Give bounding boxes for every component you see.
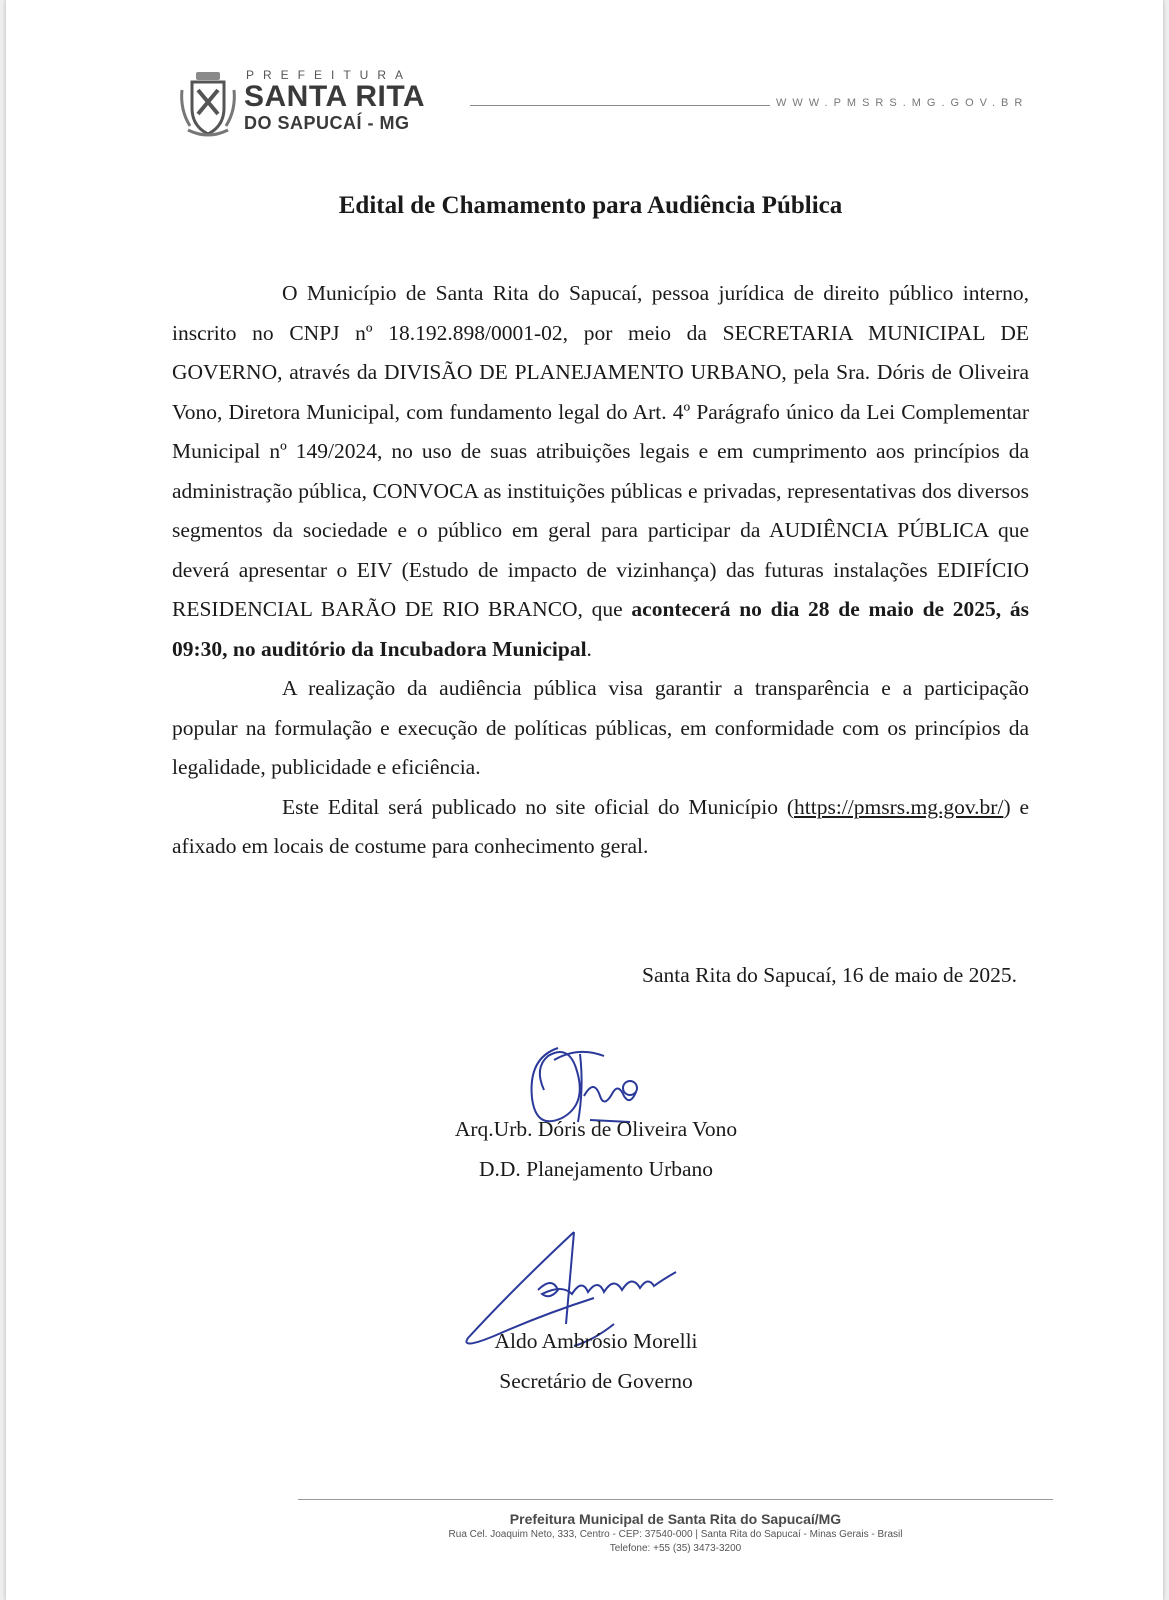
document-page [6,0,1163,1600]
brand-top-text: PREFEITURA [246,68,413,82]
header-website: WWW.PMSRS.MG.GOV.BR [776,97,1029,109]
paragraph-convocation-text: O Município de Santa Rita do Sapucaí, pessoa jurídica de direito público interno, inscrito no CNPJ nº 18.192.898/0001-02, por meio da SECRETARIA MUNICIPAL DE GOVERNO, através da DIVISÃO DE PLANEJAMENTO URBANO, pela Sra. Dóris de Oliveira Vono, Diretora Municipal, com fundamento legal do Art. 4º Parágrafo único da Lei Complementar Municipal nº 149/2024, no uso de suas atribuições legais e em cumprimento aos princípios da administração pública, CONVOCA as instituições públicas e privadas, representativas dos diversos segmentos da sociedade e o público em geral para participar da AUDIÊNCIA PÚBLICA que deverá apresentar o EIV (Estudo de impacto de vizinhança) das futuras instalações EDIFÍCIO RESIDENCIAL BARÃO DE RIO BRANCO, que [172,281,1029,621]
signature-block-2 [386,1321,806,1401]
paragraph-purpose: A realização da audiência pública visa garantir a transparência e a participação popular na formulação e execução de políticas públicas, em conformidade com os princípios da legalidade, publicidade e eficiência. [172,676,1029,779]
document-title: Edital de Chamamento para Audiência Pública [338,192,843,219]
footer-divider [298,1499,1053,1500]
footer-organization: Prefeitura Municipal de Santa Rita do Sapucaí/MG [509,1511,842,1527]
document-date: Santa Rita do Sapucaí, 16 de maio de 2025. [642,963,1017,987]
paragraph-convocation-end: . [586,636,592,661]
signature-block-1 [386,1109,806,1189]
signatory-name: Aldo Ambrósio Morelli [494,1329,698,1353]
brand-logo [244,68,425,134]
footer [298,1510,1053,1556]
website-link[interactable]: https://pmsrs.mg.gov.br/ [794,794,1004,819]
signatory-role: D.D. Planejamento Urbano [478,1157,714,1181]
paragraph-publication [172,788,1029,867]
document-body [172,274,1029,867]
paragraph-publication-text: Este Edital será publicado no site oficial do Município ( [282,794,794,819]
event-details: acontecerá no dia 28 de maio de 2025, ás 09:30, no auditório da Incubadora Municipal [172,597,1030,661]
paragraph-convocation [172,274,1029,669]
brand-sub-text: DO SAPUCAÍ - MG [244,113,410,133]
signatory-name: Arq.Urb. Dóris de Oliveira Vono [454,1117,738,1141]
header-divider [470,105,770,106]
brand-main-text: SANTA RITA [244,80,426,113]
footer-address: Rua Cel. Joaquim Neto, 333, Centro - CEP: 37540-000 | Santa Rita do Sapucaí - Minas Gerais - Brasil [448,1529,903,1540]
municipal-coat-of-arms-icon [178,70,238,138]
letterhead [178,68,1078,148]
signatory-role: Secretário de Governo [499,1369,693,1393]
footer-phone: Telefone: +55 (35) 3473-3200 [609,1543,742,1554]
paragraph-publication-end: ) e afixado em locais de costume para conhecimento geral. [172,794,1029,858]
